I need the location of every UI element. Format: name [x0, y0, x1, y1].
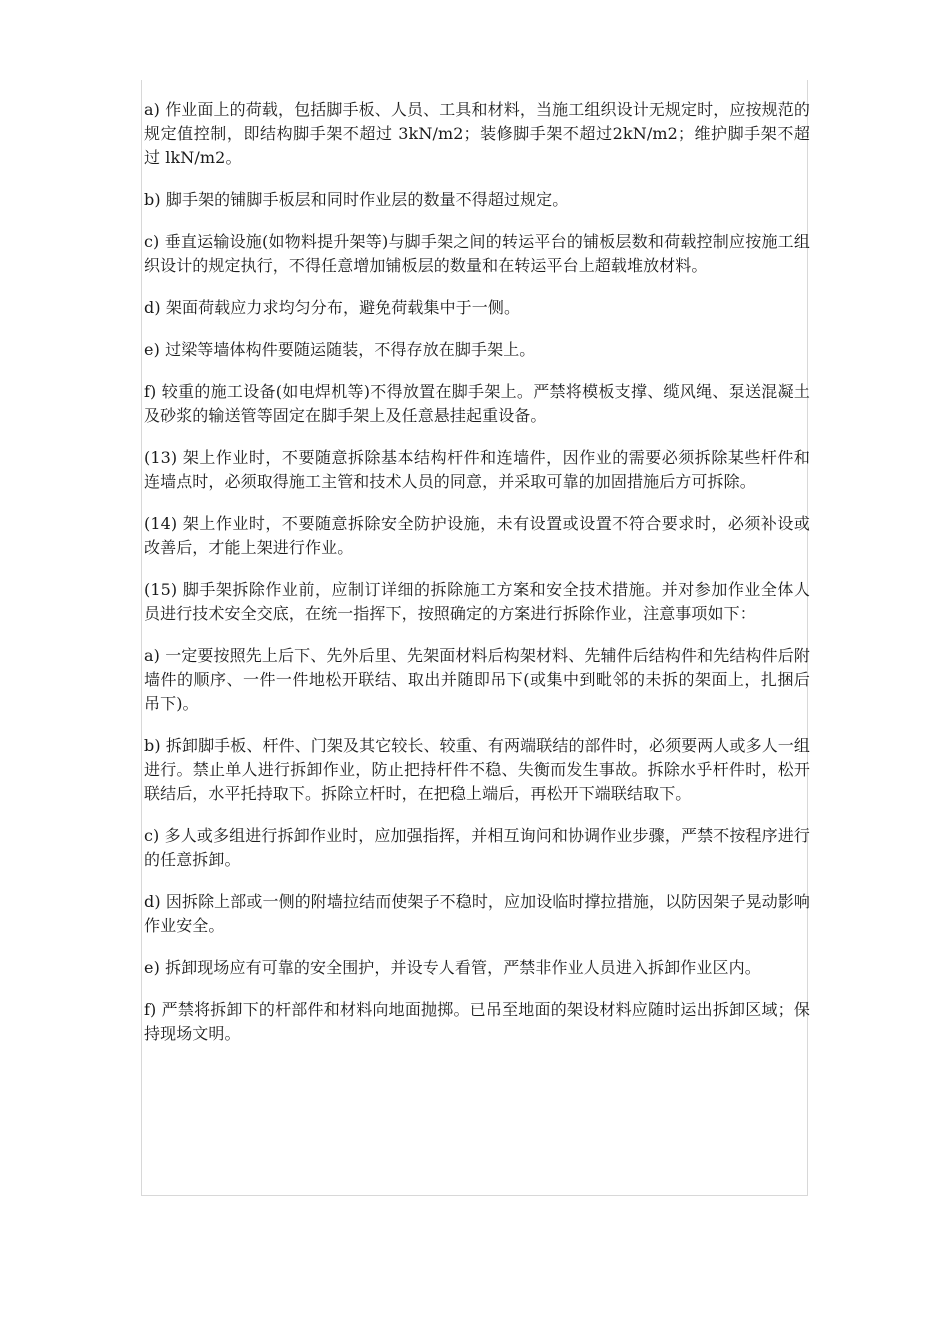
paragraph-c-coordination: c) 多人或多组进行拆卸作业时，应加强指挥，并相互询问和协调作业步骤，严禁不按程序进行的任意拆卸。 — [144, 826, 810, 869]
paragraph-e-site-guarding: e) 拆卸现场应有可靠的安全围护，并设专人看管，严禁非作业人员进入拆卸作业区内。 — [144, 958, 761, 977]
paragraph-b-team-dismantling: b) 拆卸脚手板、杆件、门架及其它较长、较重、有两端联结的部件时，必须要两人或多人一组进行。禁止单人进行拆卸作业，防止把持杆件不稳、失衡而发生事故。拆除水乎杆件时，松开联结后，水平托持取下。拆除立杆时，在把稳上端后，再松开下端联结取下。 — [144, 736, 810, 803]
paragraph-f-heavy-equipment: f) 较重的施工设备(如电焊机等)不得放置在脚手架上。严禁将模板支撑、缆风绳、泵送混凝土及砂浆的输送管等固定在脚手架上及任意悬挂起重设备。 — [144, 382, 810, 425]
paragraph-a-dismantling-order: a) 一定要按照先上后下、先外后里、先架面材料后构架材料、先辅件后结构件和先结构件后附墙件的顺序、一件一件地松开联结、取出并随即吊下(或集中到毗邻的未拆的架面上，扎捆后吊下)。 — [144, 646, 810, 713]
paragraph-14-safety-facilities: (14) 架上作业时，不要随意拆除安全防护设施，未有设置或设置不符合要求时，必须补设或改善后，才能上架进行作业。 — [144, 514, 810, 557]
paragraph-13-structural-members: (13) 架上作业时，不要随意拆除基本结构杆件和连墙件，因作业的需要必须拆除某些杆件和连墙点时，必须取得施工主管和技术人员的同意，并采取可靠的加固措施后方可拆除。 — [144, 448, 810, 491]
paragraph-a-load: a) 作业面上的荷载，包括脚手板、人员、工具和材料，当施工组织设计无规定时，应按规范的规定值控制，即结构脚手架不超过 3kN/m2；装修脚手架不超过2kN/m2；维护脚手架不超过 lkN/m2。 — [144, 100, 810, 167]
paragraph-c-transfer-platform: c) 垂直运输设施(如物料提升架等)与脚手架之间的转运平台的铺板层数和荷载控制应按施工组织设计的规定执行，不得任意增加铺板层的数量和在转运平台上超载堆放材料。 — [144, 232, 810, 275]
paragraph-b-layers: b) 脚手架的铺脚手板层和同时作业层的数量不得超过规定。 — [144, 190, 569, 209]
paragraph-15-dismantling-plan: (15) 脚手架拆除作业前，应制订详细的拆除施工方案和安全技术措施。并对参加作业全体人员进行技术安全交底，在统一指挥下，按照确定的方案进行拆除作业，注意事项如下： — [144, 580, 810, 623]
paragraph-d-load-distribution: d) 架面荷载应力求均匀分布，避免荷载集中于一侧。 — [144, 298, 521, 317]
document-body — [144, 98, 810, 1064]
paragraph-f-no-throwing: f) 严禁将拆卸下的杆部件和材料向地面抛掷。已吊至地面的架设材料应随时运出拆卸区域；保持现场文明。 — [144, 1000, 810, 1043]
paragraph-e-lintels: e) 过梁等墙体构件要随运随装，不得存放在脚手架上。 — [144, 340, 536, 359]
paragraph-d-temporary-bracing: d) 因拆除上部或一侧的附墙拉结而使架子不稳时，应加设临时撑拉措施，以防因架子晃动影响作业安全。 — [144, 892, 810, 935]
